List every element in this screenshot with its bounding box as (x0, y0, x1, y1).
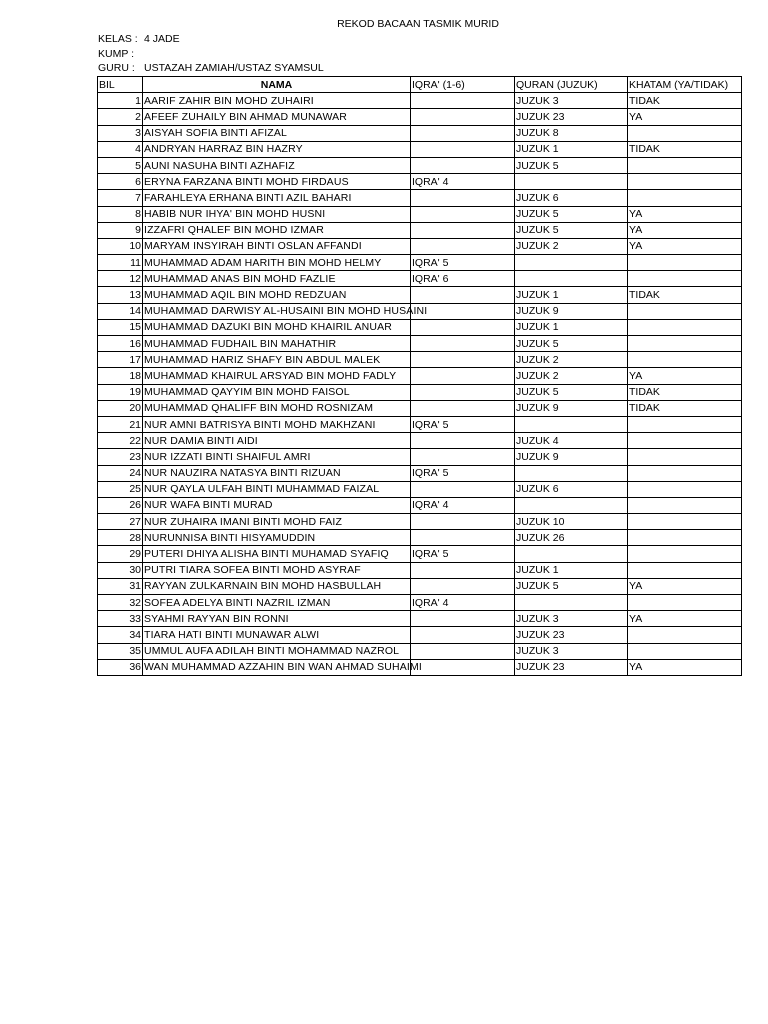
cell-quran: JUZUK 2 (515, 352, 628, 368)
cell-khatam (628, 271, 742, 287)
cell-nama: AISYAH SOFIA BINTI AFIZAL (143, 125, 411, 141)
cell-iqra (411, 93, 515, 109)
cell-nama: UMMUL AUFA ADILAH BINTI MOHAMMAD NAZROL (143, 643, 411, 659)
cell-nama: SYAHMI RAYYAN BIN RONNI (143, 611, 411, 627)
cell-iqra (411, 352, 515, 368)
cell-bil: 32 (98, 595, 143, 611)
cell-khatam (628, 497, 742, 513)
kump-line (98, 48, 144, 60)
cell-bil: 30 (98, 562, 143, 578)
cell-bil: 17 (98, 352, 143, 368)
cell-iqra: IQRA' 6 (411, 271, 515, 287)
cell-khatam: YA (628, 109, 742, 125)
cell-quran: JUZUK 23 (515, 659, 628, 675)
table-row (98, 287, 742, 303)
table-row (98, 222, 742, 238)
cell-nama: ANDRYAN HARRAZ BIN HAZRY (143, 141, 411, 157)
cell-bil: 27 (98, 514, 143, 530)
table-row (98, 497, 742, 513)
table-row (98, 659, 742, 675)
table-row (98, 546, 742, 562)
table-row (98, 578, 742, 594)
cell-nama: WAN MUHAMMAD AZZAHIN BIN WAN AHMAD SUHAIMI (143, 659, 411, 675)
cell-quran: JUZUK 3 (515, 93, 628, 109)
table-row (98, 481, 742, 497)
cell-iqra (411, 206, 515, 222)
cell-khatam: YA (628, 368, 742, 384)
cell-bil: 29 (98, 546, 143, 562)
cell-iqra: IQRA' 5 (411, 465, 515, 481)
cell-khatam (628, 627, 742, 643)
cell-iqra: IQRA' 5 (411, 255, 515, 271)
cell-khatam: YA (628, 611, 742, 627)
cell-quran (515, 465, 628, 481)
cell-khatam (628, 319, 742, 335)
cell-iqra (411, 400, 515, 416)
cell-iqra: IQRA' 4 (411, 497, 515, 513)
cell-bil: 22 (98, 433, 143, 449)
cell-bil: 9 (98, 222, 143, 238)
cell-nama: PUTERI DHIYA ALISHA BINTI MUHAMAD SYAFIQ (143, 546, 411, 562)
cell-iqra: IQRA' 5 (411, 546, 515, 562)
cell-khatam (628, 255, 742, 271)
cell-nama: RAYYAN ZULKARNAIN BIN MOHD HASBULLAH (143, 578, 411, 594)
cell-bil: 12 (98, 271, 143, 287)
table-row (98, 157, 742, 173)
cell-bil: 1 (98, 93, 143, 109)
kump-label: KUMP : (98, 48, 134, 60)
column-header-nama: NAMA (143, 77, 411, 93)
table-row (98, 530, 742, 546)
cell-khatam (628, 433, 742, 449)
cell-quran (515, 416, 628, 432)
cell-khatam (628, 190, 742, 206)
cell-nama: NURUNNISA BINTI HISYAMUDDIN (143, 530, 411, 546)
kelas-label: KELAS : (98, 33, 138, 45)
cell-quran: JUZUK 2 (515, 368, 628, 384)
table-row (98, 368, 742, 384)
cell-khatam: YA (628, 659, 742, 675)
cell-nama: NUR AMNI BATRISYA BINTI MOHD MAKHZANI (143, 416, 411, 432)
cell-nama: MUHAMMAD QHALIFF BIN MOHD ROSNIZAM (143, 400, 411, 416)
table-row (98, 595, 742, 611)
table-body (98, 93, 742, 676)
cell-bil: 23 (98, 449, 143, 465)
cell-iqra (411, 109, 515, 125)
cell-iqra (411, 222, 515, 238)
cell-bil: 2 (98, 109, 143, 125)
cell-iqra (411, 481, 515, 497)
cell-khatam (628, 643, 742, 659)
cell-quran: JUZUK 5 (515, 336, 628, 352)
table-row (98, 384, 742, 400)
table-row (98, 336, 742, 352)
cell-nama: NUR ZUHAIRA IMANI BINTI MOHD FAIZ (143, 514, 411, 530)
cell-bil: 35 (98, 643, 143, 659)
cell-iqra (411, 433, 515, 449)
cell-nama: NUR DAMIA BINTI AIDI (143, 433, 411, 449)
table-row (98, 416, 742, 432)
cell-bil: 20 (98, 400, 143, 416)
cell-quran: JUZUK 9 (515, 303, 628, 319)
table-row (98, 174, 742, 190)
cell-khatam: YA (628, 578, 742, 594)
table-row (98, 627, 742, 643)
cell-quran: JUZUK 6 (515, 190, 628, 206)
cell-khatam: TIDAK (628, 93, 742, 109)
cell-nama: PUTRI TIARA SOFEA BINTI MOHD ASYRAF (143, 562, 411, 578)
table-row (98, 562, 742, 578)
cell-bil: 10 (98, 238, 143, 254)
column-header-khatam: KHATAM (YA/TIDAK) (628, 77, 742, 93)
cell-bil: 4 (98, 141, 143, 157)
cell-quran: JUZUK 2 (515, 238, 628, 254)
cell-nama: MUHAMMAD ADAM HARITH BIN MOHD HELMY (143, 255, 411, 271)
cell-nama: MARYAM INSYIRAH BINTI OSLAN AFFANDI (143, 238, 411, 254)
cell-bil: 25 (98, 481, 143, 497)
cell-iqra (411, 514, 515, 530)
table-header-row (98, 77, 742, 93)
cell-khatam (628, 125, 742, 141)
cell-khatam (628, 562, 742, 578)
cell-bil: 5 (98, 157, 143, 173)
cell-iqra (411, 578, 515, 594)
cell-bil: 31 (98, 578, 143, 594)
cell-iqra (411, 449, 515, 465)
cell-bil: 13 (98, 287, 143, 303)
cell-bil: 34 (98, 627, 143, 643)
cell-nama: NUR NAUZIRA NATASYA BINTI RIZUAN (143, 465, 411, 481)
cell-khatam (628, 595, 742, 611)
table-row (98, 514, 742, 530)
cell-iqra (411, 611, 515, 627)
cell-khatam (628, 157, 742, 173)
cell-quran: JUZUK 26 (515, 530, 628, 546)
table-row (98, 190, 742, 206)
student-record-table (97, 76, 742, 676)
cell-iqra (411, 157, 515, 173)
cell-iqra (411, 190, 515, 206)
cell-bil: 21 (98, 416, 143, 432)
cell-bil: 7 (98, 190, 143, 206)
cell-bil: 3 (98, 125, 143, 141)
cell-iqra (411, 141, 515, 157)
cell-iqra (411, 643, 515, 659)
cell-nama: MUHAMMAD QAYYIM BIN MOHD FAISOL (143, 384, 411, 400)
cell-nama: AUNI NASUHA BINTI AZHAFIZ (143, 157, 411, 173)
table-row (98, 109, 742, 125)
cell-bil: 33 (98, 611, 143, 627)
cell-iqra (411, 125, 515, 141)
cell-quran (515, 174, 628, 190)
cell-iqra (411, 287, 515, 303)
column-header-bil: BIL (98, 77, 143, 93)
cell-quran: JUZUK 4 (515, 433, 628, 449)
table-row (98, 206, 742, 222)
cell-iqra (411, 368, 515, 384)
cell-quran: JUZUK 1 (515, 319, 628, 335)
cell-nama: MUHAMMAD KHAIRUL ARSYAD BIN MOHD FADLY (143, 368, 411, 384)
guru-label: GURU : (98, 62, 135, 74)
cell-khatam: TIDAK (628, 400, 742, 416)
cell-bil: 36 (98, 659, 143, 675)
cell-quran: JUZUK 9 (515, 449, 628, 465)
cell-khatam: YA (628, 206, 742, 222)
cell-nama: SOFEA ADELYA BINTI NAZRIL IZMAN (143, 595, 411, 611)
cell-khatam: TIDAK (628, 287, 742, 303)
cell-iqra (411, 384, 515, 400)
cell-quran: JUZUK 5 (515, 222, 628, 238)
cell-iqra (411, 562, 515, 578)
guru-line (98, 62, 324, 74)
cell-nama: MUHAMMAD DARWISY AL-HUSAINI BIN MOHD HUSAINI (143, 303, 411, 319)
cell-iqra (411, 238, 515, 254)
table-row (98, 400, 742, 416)
cell-quran: JUZUK 23 (515, 109, 628, 125)
table-row (98, 141, 742, 157)
cell-nama: HABIB NUR IHYA' BIN MOHD HUSNI (143, 206, 411, 222)
cell-quran: JUZUK 3 (515, 643, 628, 659)
cell-quran (515, 595, 628, 611)
cell-bil: 14 (98, 303, 143, 319)
cell-khatam (628, 449, 742, 465)
cell-khatam: YA (628, 222, 742, 238)
cell-nama: AFEEF ZUHAILY BIN AHMAD MUNAWAR (143, 109, 411, 125)
cell-khatam (628, 465, 742, 481)
cell-khatam (628, 514, 742, 530)
cell-nama: IZZAFRI QHALEF BIN MOHD IZMAR (143, 222, 411, 238)
cell-nama: AARIF ZAHIR BIN MOHD ZUHAIRI (143, 93, 411, 109)
cell-khatam (628, 174, 742, 190)
cell-khatam (628, 336, 742, 352)
cell-khatam (628, 303, 742, 319)
cell-nama: NUR QAYLA ULFAH BINTI MUHAMMAD FAIZAL (143, 481, 411, 497)
cell-quran: JUZUK 5 (515, 384, 628, 400)
table-row (98, 643, 742, 659)
cell-quran (515, 546, 628, 562)
table-row (98, 611, 742, 627)
cell-bil: 26 (98, 497, 143, 513)
cell-iqra (411, 627, 515, 643)
table-row (98, 352, 742, 368)
cell-quran: JUZUK 1 (515, 562, 628, 578)
cell-quran: JUZUK 5 (515, 206, 628, 222)
kelas-value: 4 JADE (144, 33, 180, 45)
cell-quran (515, 271, 628, 287)
cell-quran: JUZUK 23 (515, 627, 628, 643)
cell-nama: MUHAMMAD AQIL BIN MOHD REDZUAN (143, 287, 411, 303)
cell-bil: 28 (98, 530, 143, 546)
table-row (98, 93, 742, 109)
cell-iqra: IQRA' 5 (411, 416, 515, 432)
table-row (98, 465, 742, 481)
cell-iqra (411, 530, 515, 546)
cell-quran: JUZUK 5 (515, 157, 628, 173)
cell-bil: 15 (98, 319, 143, 335)
cell-nama: TIARA HATI BINTI MUNAWAR ALWI (143, 627, 411, 643)
cell-iqra: IQRA' 4 (411, 595, 515, 611)
table-row (98, 433, 742, 449)
cell-iqra (411, 319, 515, 335)
cell-quran: JUZUK 9 (515, 400, 628, 416)
cell-khatam: YA (628, 238, 742, 254)
column-header-quran: QURAN (JUZUK) (515, 77, 628, 93)
cell-khatam (628, 530, 742, 546)
cell-bil: 11 (98, 255, 143, 271)
cell-bil: 16 (98, 336, 143, 352)
cell-nama: FARAHLEYA ERHANA BINTI AZIL BAHARI (143, 190, 411, 206)
cell-bil: 6 (98, 174, 143, 190)
cell-quran: JUZUK 5 (515, 578, 628, 594)
cell-nama: NUR IZZATI BINTI SHAIFUL AMRI (143, 449, 411, 465)
cell-nama: MUHAMMAD ANAS BIN MOHD FAZLIE (143, 271, 411, 287)
cell-nama: MUHAMMAD DAZUKI BIN MOHD KHAIRIL ANUAR (143, 319, 411, 335)
column-header-iqra: IQRA' (1-6) (411, 77, 515, 93)
document-title: REKOD BACAAN TASMIK MURID (337, 18, 499, 30)
cell-quran: JUZUK 3 (515, 611, 628, 627)
cell-iqra (411, 659, 515, 675)
cell-iqra: IQRA' 4 (411, 174, 515, 190)
kelas-line (98, 33, 180, 45)
cell-nama: MUHAMMAD FUDHAIL BIN MAHATHIR (143, 336, 411, 352)
cell-quran (515, 497, 628, 513)
cell-khatam: TIDAK (628, 141, 742, 157)
table-row (98, 125, 742, 141)
table-row (98, 449, 742, 465)
cell-khatam (628, 481, 742, 497)
cell-quran: JUZUK 1 (515, 287, 628, 303)
cell-quran: JUZUK 10 (515, 514, 628, 530)
cell-khatam (628, 546, 742, 562)
cell-bil: 24 (98, 465, 143, 481)
table-row (98, 271, 742, 287)
cell-iqra (411, 336, 515, 352)
cell-quran: JUZUK 8 (515, 125, 628, 141)
table-row (98, 238, 742, 254)
table-row (98, 255, 742, 271)
cell-quran: JUZUK 1 (515, 141, 628, 157)
cell-quran (515, 255, 628, 271)
table-row (98, 319, 742, 335)
cell-nama: ERYNA FARZANA BINTI MOHD FIRDAUS (143, 174, 411, 190)
guru-value: USTAZAH ZAMIAH/USTAZ SYAMSUL (144, 62, 324, 74)
table-row (98, 303, 742, 319)
cell-nama: MUHAMMAD HARIZ SHAFY BIN ABDUL MALEK (143, 352, 411, 368)
cell-bil: 18 (98, 368, 143, 384)
cell-nama: NUR WAFA BINTI MURAD (143, 497, 411, 513)
cell-khatam: TIDAK (628, 384, 742, 400)
cell-quran: JUZUK 6 (515, 481, 628, 497)
cell-bil: 8 (98, 206, 143, 222)
cell-khatam (628, 352, 742, 368)
cell-khatam (628, 416, 742, 432)
cell-bil: 19 (98, 384, 143, 400)
